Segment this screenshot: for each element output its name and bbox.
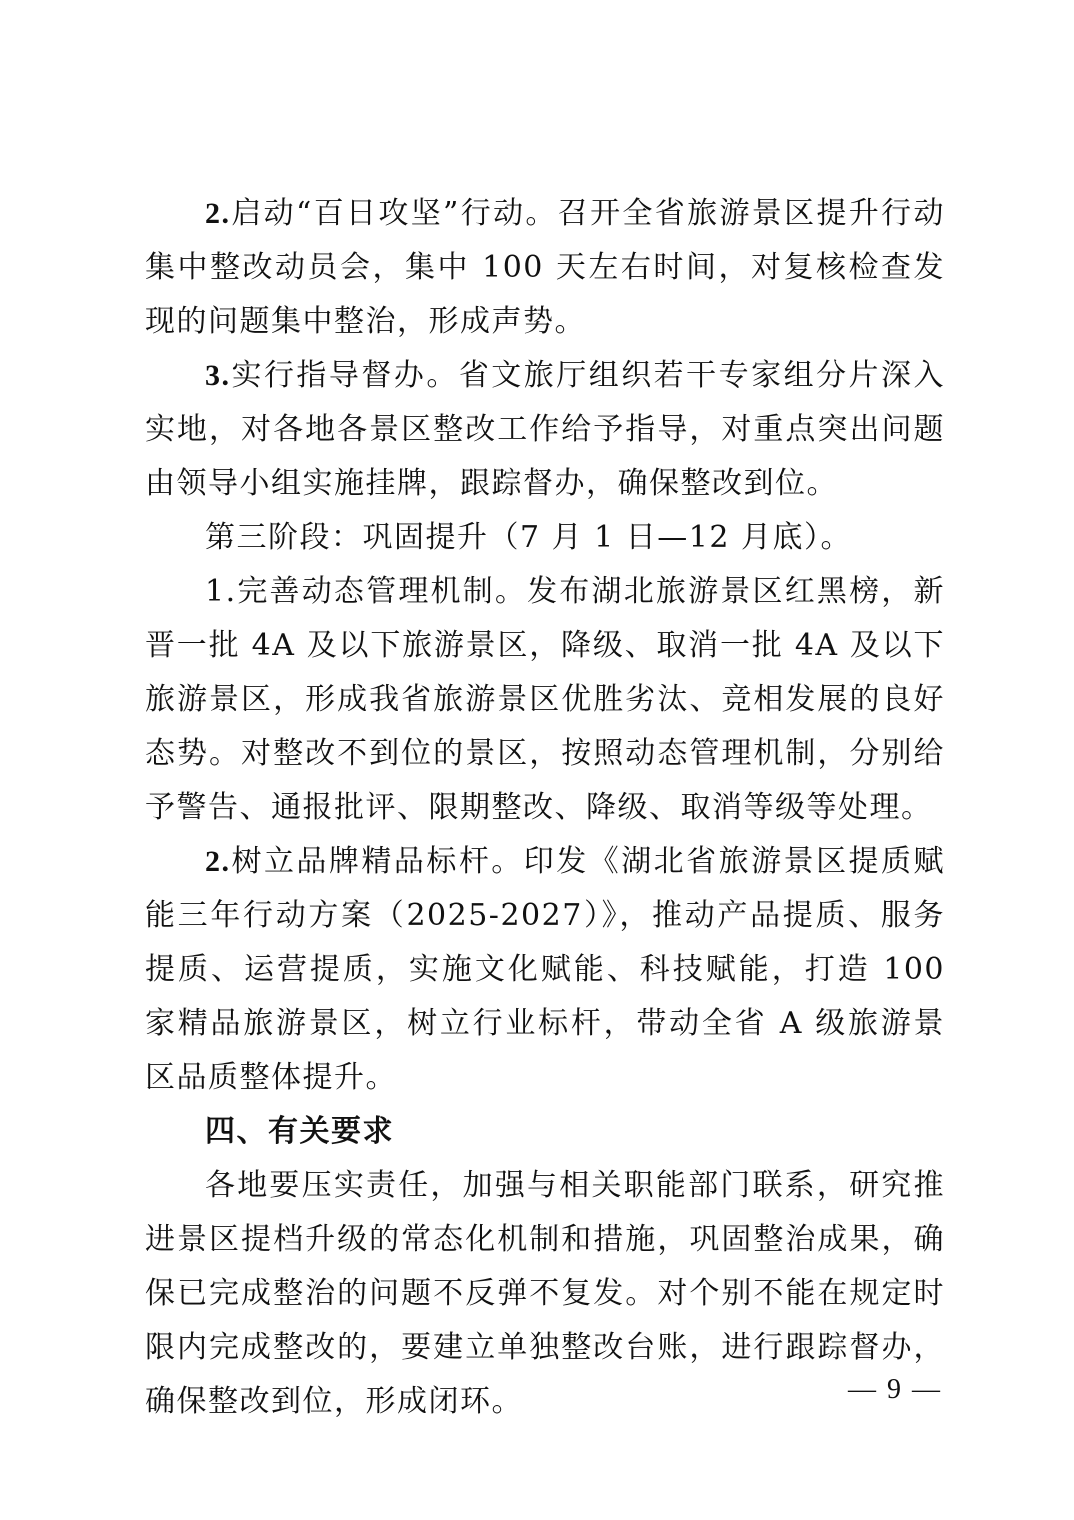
page-number: — 9 — <box>848 1374 942 1405</box>
paragraph-phase-three <box>145 511 945 565</box>
item-number: 2. <box>205 845 231 878</box>
paragraph-hundred-day-campaign <box>145 187 945 349</box>
section-heading: 四、有关要求 <box>205 1114 394 1149</box>
item-number: 3. <box>205 359 231 392</box>
paragraph-text: 实行指导督办。省文旅厅组织若干专家组分片深入实地，对各地各景区整改工作给予指导，对重点突出问题由领导小组实施挂牌，跟踪督办，确保整改到位。 <box>145 358 945 501</box>
item-number: 2. <box>205 197 231 230</box>
paragraph-text: 1.完善动态管理机制。发布湖北旅游景区红黑榜，新晋一批 4A 及以下旅游景区，降级、取消一批 4A 及以下旅游景区，形成我省旅游景区优胜劣汰、竞相发展的良好态势。对整改不到位的景区，按照动态管理机制，分别给予警告、通报批评、限期整改、降级、取消等级等处理。 <box>145 574 945 825</box>
paragraph-text: 启动“百日攻坚”行动。召开全省旅游景区提升行动集中整改动员会，集中 100 天左右时间，对复核检查发现的问题集中整治，形成声势。 <box>145 196 945 339</box>
paragraph-text: 第三阶段：巩固提升（7 月 1 日—12 月底）。 <box>205 520 852 555</box>
paragraph-dynamic-management <box>145 565 945 835</box>
paragraph-brand-benchmark <box>145 835 945 1105</box>
paragraph-guidance-supervision <box>145 349 945 511</box>
paragraph-requirements: 各地要压实责任，加强与相关职能部门联系，研究推进景区提档升级的常态化机制和措施，巩固整治成果，确保已完成整治的问题不反弹不复发。对个别不能在规定时限内完成整改的，要建立单独整改台账，进行跟踪督办，确保整改到位，形成闭环。 <box>145 1168 945 1419</box>
paragraph-text: 树立品牌精品标杆。印发《湖北省旅游景区提质赋能三年行动方案（2025-2027）》，推动产品提质、服务提质、运营提质，实施文化赋能、科技赋能，打造 100 家精品旅游景区，树立行业标杆，带动全省 A 级旅游景区品质整体提升。 <box>145 844 945 1095</box>
body-text <box>145 187 945 1429</box>
